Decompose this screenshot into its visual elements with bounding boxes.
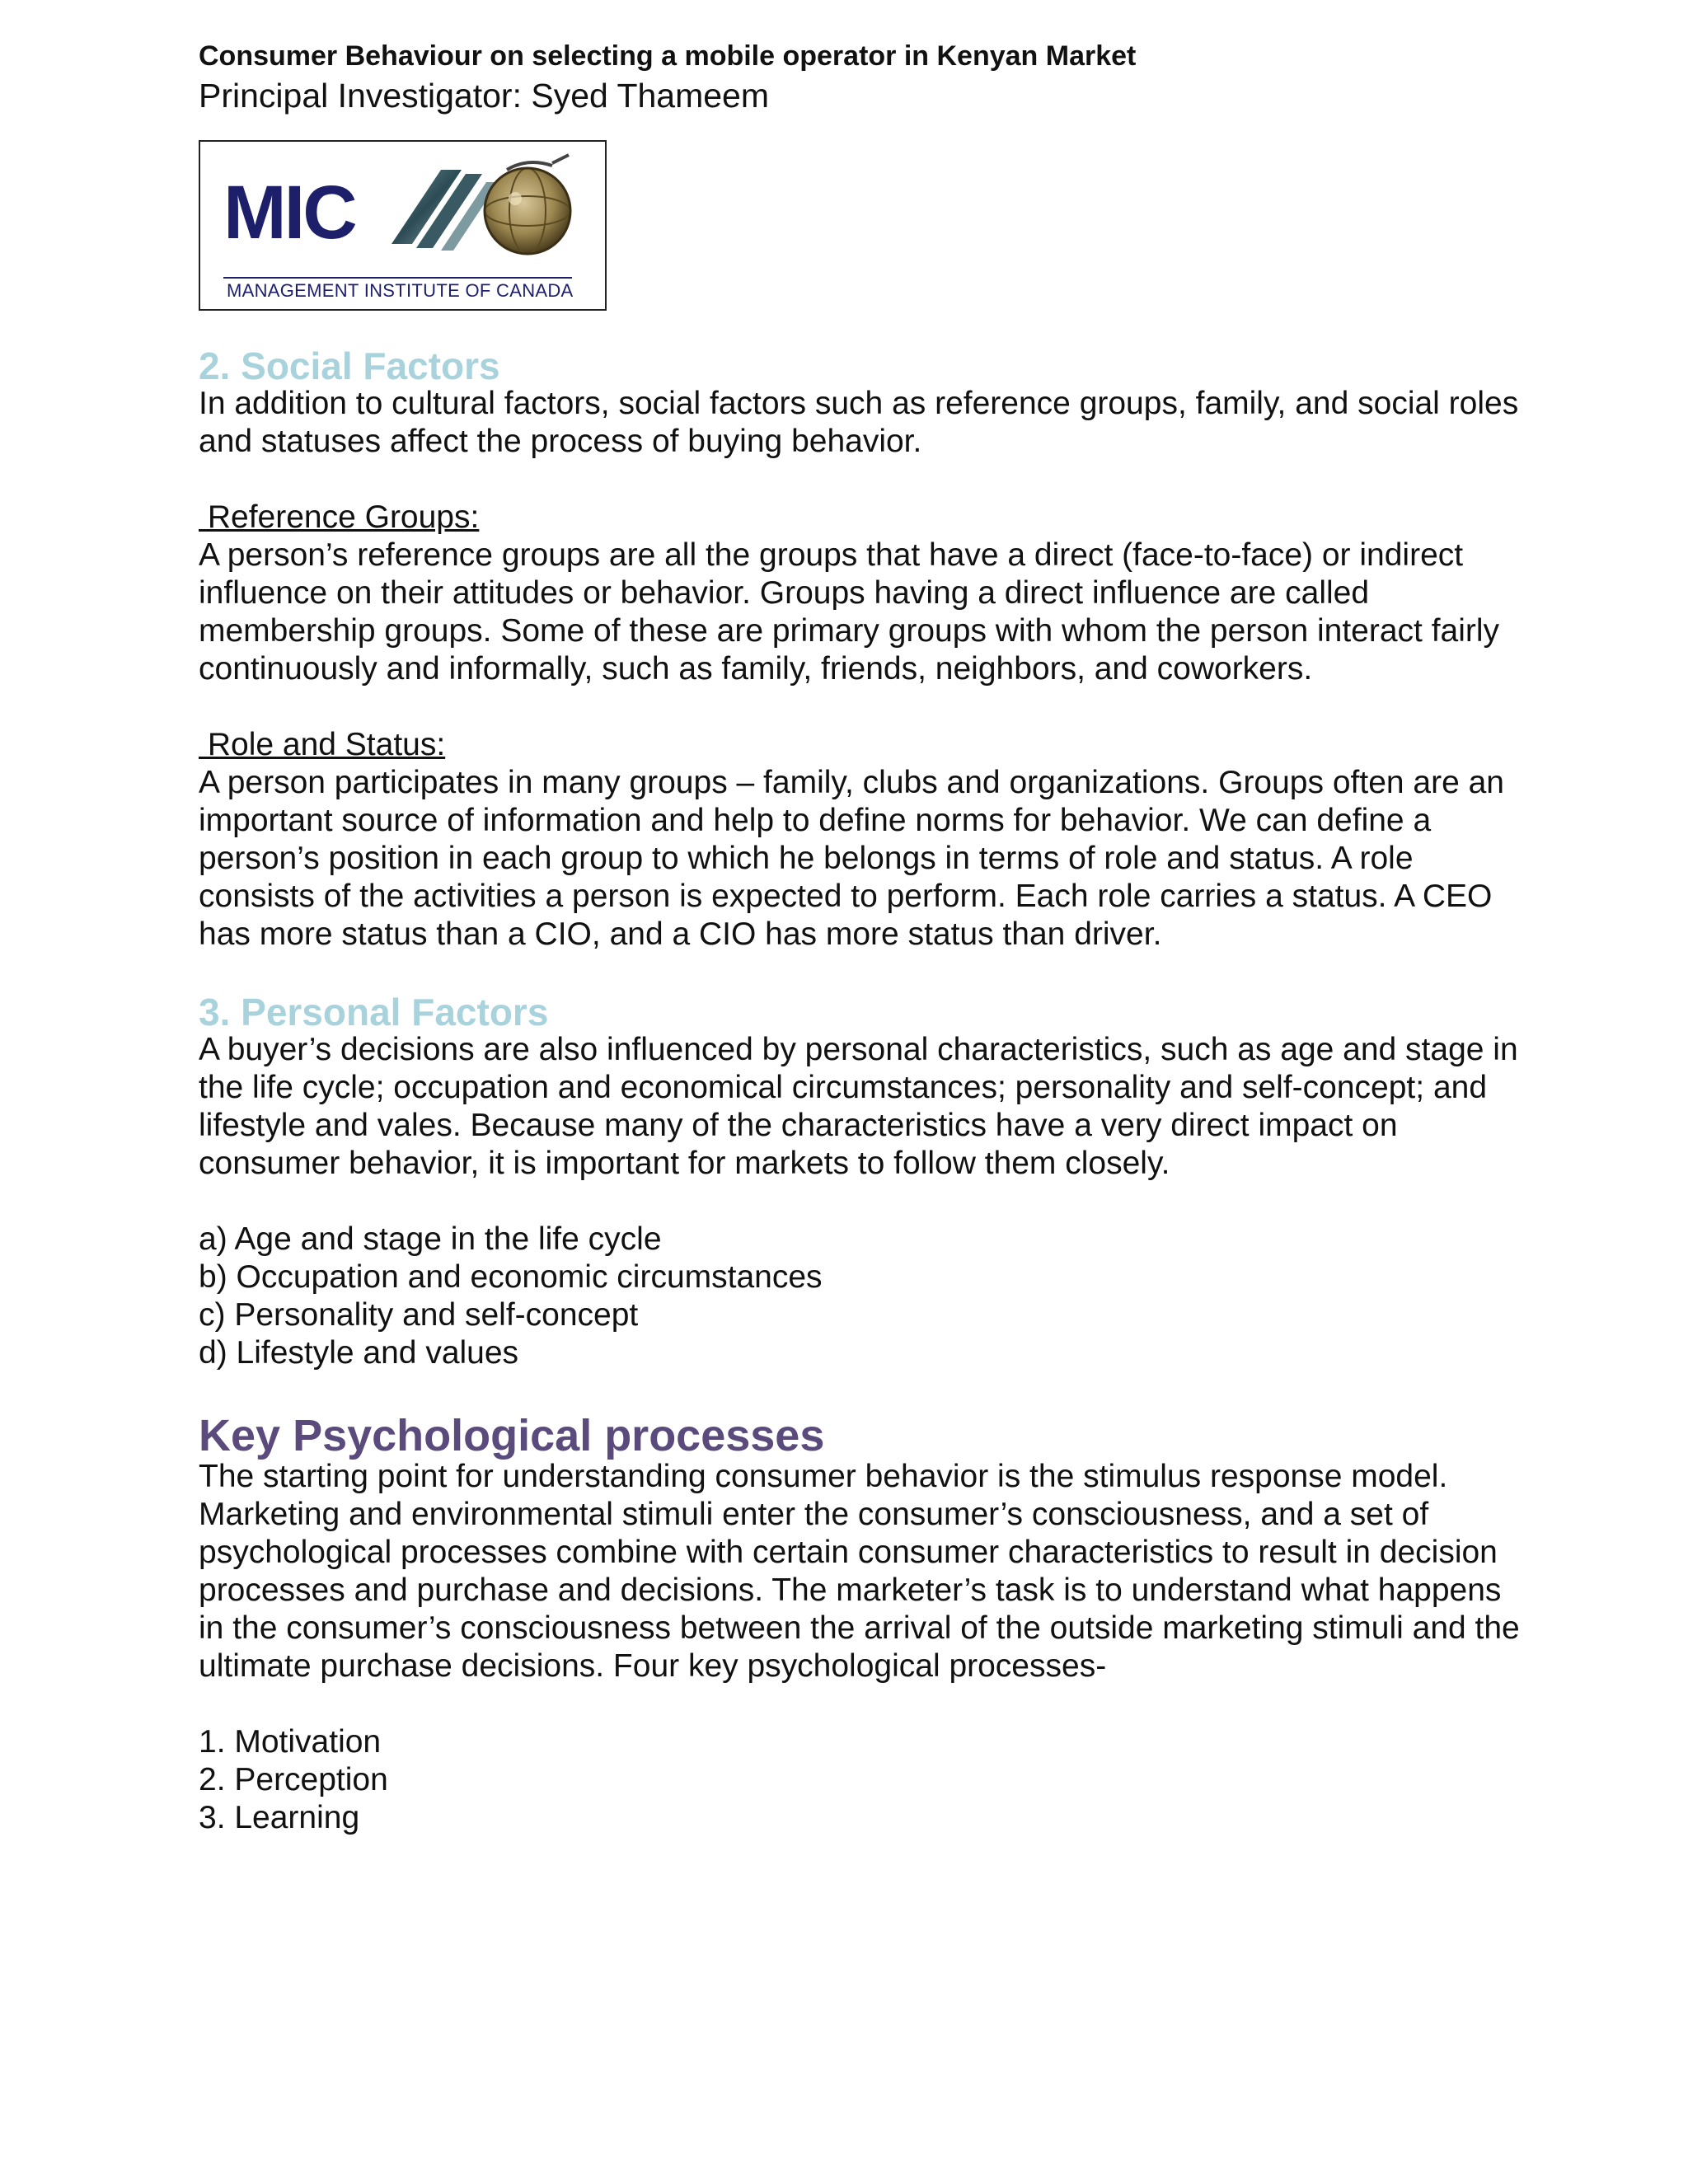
principal-investigator: Principal Investigator: Syed Thameem (199, 77, 770, 115)
document-title: Consumer Behaviour on selecting a mobile operator in Kenyan Market (199, 40, 1137, 72)
personal-factors-heading: 3. Personal Factors (199, 991, 549, 1033)
social-factors-intro: In addition to cultural factors, social factors such as reference groups, family, and social roles and statuses affect the process of buying behavior. (199, 386, 1519, 459)
reference-groups-text: A person’s reference groups are all the groups that have a direct (face-to-face) or indirect influence on their attitudes or behavior. Groups having a direct influence are called membership groups. Some of these are primary groups with whom the person interact fairly continuously and informally, such as family, friends, neighbors, and coworkers. (199, 537, 1500, 687)
list-item: b) Occupation and economic circumstances (199, 1259, 823, 1295)
logo-divider (223, 277, 572, 279)
reference-groups-heading: Reference Groups: (199, 499, 480, 535)
personal-factors-intro: A buyer’s decisions are also influenced by personal characteristics, such as age and stage in the life cycle; occupation and economical circumstances; personality and self-concept; and lifestyle and vales. Because many of the characteristics have a very direct impact on consumer behavior, it is important for markets to follow them closely. (199, 1032, 1518, 1181)
logo-text: MIC (223, 171, 355, 255)
list-item: a) Age and stage in the life cycle (199, 1221, 662, 1257)
logo-globe-icon (383, 153, 598, 260)
list-item: 2. Perception (199, 1762, 388, 1797)
list-item: 3. Learning (199, 1800, 360, 1835)
page-content (199, 36, 1534, 1837)
psychological-processes-list (199, 1723, 1534, 1837)
list-item: 1. Motivation (199, 1724, 382, 1760)
key-psychological-text: The starting point for understanding consumer behavior is the stimulus response model. Marketing and environmental stimuli enter the consumer’s consciousness, and a set of psychological processes combine with certain consumer characteristics to result in decision processes and purchase and decisions. The marketer’s task is to understand what happens in the consumer’s consciousness between the arrival of the outside marketing stimuli and the ultimate purchase decisions. Four key psychological processes- (199, 1459, 1520, 1684)
social-factors-heading: 2. Social Factors (199, 344, 500, 387)
logo-caption: MANAGEMENT INSTITUTE OF CANADA (227, 280, 574, 301)
list-item: d) Lifestyle and values (199, 1335, 519, 1371)
personal-factors-list (199, 1221, 1534, 1372)
mic-logo (199, 140, 607, 311)
role-status-heading: Role and Status: (199, 727, 446, 762)
role-status-text: A person participates in many groups – family, clubs and organizations. Groups often are an important source of information and help to define norms for behavior. We can define a person’s position in each group to which he belongs in terms of role and status. A role consists of the activities a person is expected to perform. Each role carries a status. A CEO has more status than a CIO, and a CIO has more status than driver. (199, 765, 1504, 952)
list-item: c) Personality and self-concept (199, 1297, 639, 1333)
key-psychological-heading: Key Psychological processes (199, 1411, 825, 1460)
